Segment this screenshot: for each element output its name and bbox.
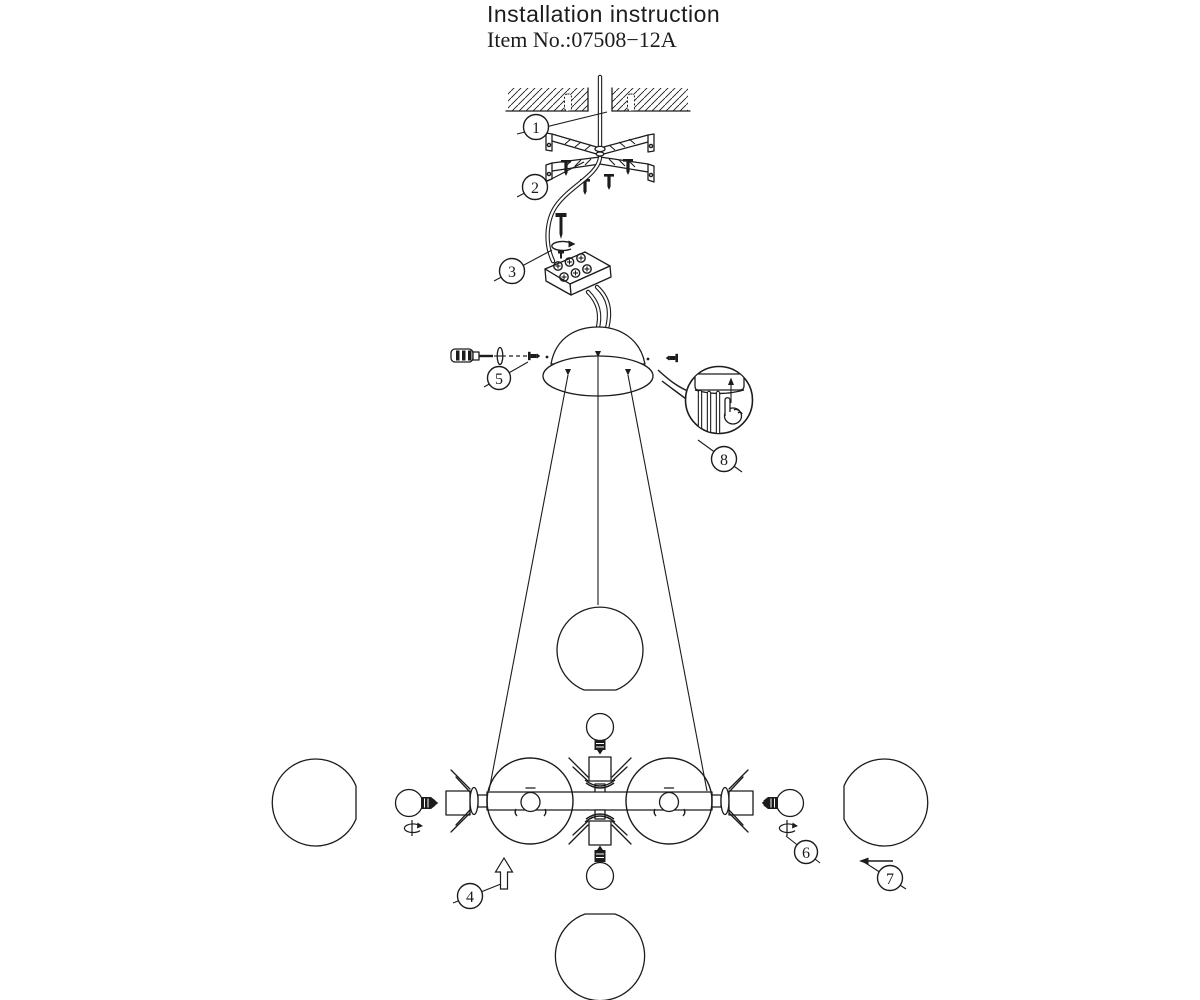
- socket-right: [729, 791, 753, 815]
- bulb-left-icon: [396, 790, 436, 817]
- socket-up: [569, 757, 631, 793]
- power-cord: [548, 158, 600, 261]
- glass-globe-right: [844, 759, 928, 846]
- svg-text:7: 7: [886, 871, 894, 888]
- callout-8: [698, 440, 742, 472]
- bulb-bottom-icon: [587, 846, 614, 890]
- callout-1: [517, 112, 607, 140]
- callout-4: [453, 884, 501, 909]
- callout-6: [786, 836, 820, 864]
- callout-3: [494, 250, 552, 284]
- socket-left: [446, 791, 470, 815]
- glass-globe-middle: [557, 607, 643, 690]
- rotate-arrow-right-icon: [779, 820, 798, 836]
- page-title: Installation instruction: [487, 1, 721, 27]
- callout-5: [484, 362, 528, 390]
- glass-globe-bottom: [555, 914, 644, 1000]
- canopy-screw-left-icon: [528, 352, 540, 360]
- terminal-screw-icon: [552, 213, 576, 259]
- rotate-arrow-left-icon: [404, 820, 423, 836]
- slide-arrow-left-icon: [859, 858, 893, 865]
- bulb-right-icon: [764, 790, 804, 817]
- svg-text:1: 1: [532, 120, 540, 137]
- socket-down: [569, 810, 631, 845]
- svg-text:2: 2: [531, 180, 539, 197]
- svg-text:5: 5: [495, 371, 503, 388]
- glass-globe-left: [272, 759, 356, 846]
- svg-text:6: 6: [802, 845, 810, 862]
- insert-arrow-up-icon: [496, 858, 513, 889]
- svg-text:8: 8: [720, 452, 728, 469]
- screwdriver-icon: [451, 348, 527, 365]
- canopy-wires: [588, 287, 609, 332]
- svg-text:4: 4: [466, 889, 474, 906]
- callout-7: [864, 862, 906, 891]
- detail-bubble: [658, 367, 753, 434]
- item-number: Item No.:07508−12A: [487, 27, 677, 52]
- svg-text:3: 3: [508, 264, 516, 281]
- canopy-screw-right-icon: [666, 354, 678, 362]
- bulb-top-icon: [587, 714, 614, 755]
